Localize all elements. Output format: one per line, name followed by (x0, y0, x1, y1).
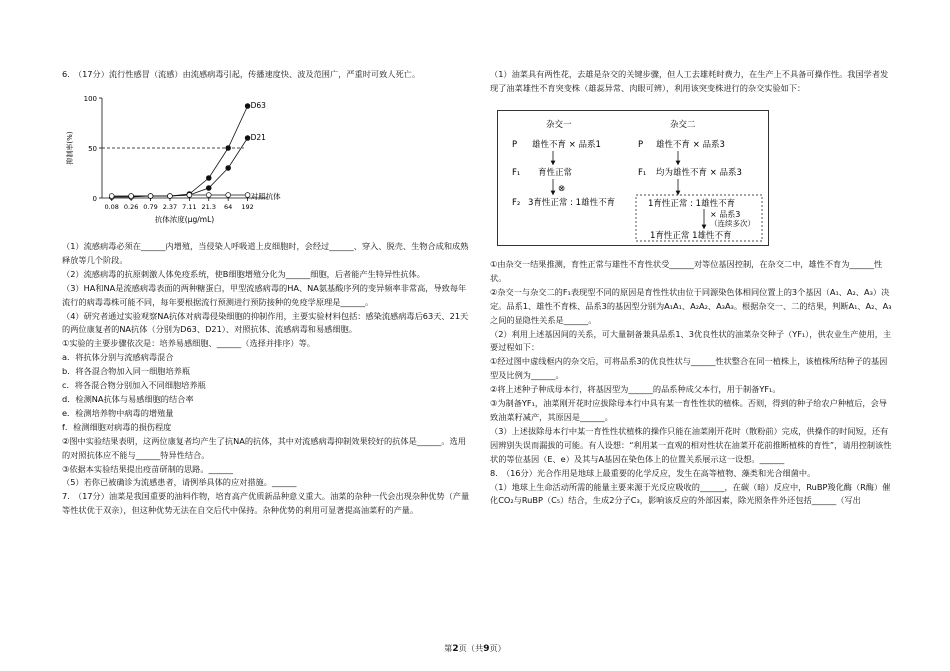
data-point (109, 194, 114, 199)
q7-title: 7. （17分）油菜是我国重要的油料作物，培育高产优质新品种意义重大。油菜的杂种一代会出现杂种优势（产量等性状优于双亲），但这种优势无法在自交后代中保持。杂种优势的利用可显著提高油菜籽的产量。 (62, 491, 470, 516)
data-point (148, 194, 153, 199)
series-label: D21 (250, 133, 266, 142)
series-label: 对照抗体 (250, 192, 281, 201)
data-point (206, 193, 211, 198)
option-a: a．将抗体分别与流感病毒混合 (62, 352, 174, 363)
cross-diagram (497, 110, 769, 246)
r4: （2）利用上述基因间的关系，可大量制备兼具品系1、3优良性状的油菜杂交种子（YF₁），供农业生产使用，主要过程如下： (490, 328, 892, 353)
x-tick-label: 0.79 (143, 203, 158, 211)
c2-f2b: × 品系3 (710, 210, 741, 219)
r1: （1）油菜具有两性花，去雄是杂交的关键步骤，但人工去雄耗时费力，在生产上不具备可操作性。我国学者发现了油菜雄性不育突变株（雄蕊异常、肉眼可辨），利用该突变株进行的杂交实验如下： (490, 69, 889, 93)
q6-p4-2: ②图中实验结果表明，这两位康复者均产生了抗NA的抗体，其中对流感病毒抑制效果较好的抗体是______。选用的对照抗体应不能与______特异性结合。 (62, 435, 466, 460)
self-symbol: ⊗ (558, 184, 566, 194)
y-axis-label: 抑制率(%) (66, 131, 74, 165)
footer-page: 2 (452, 644, 459, 654)
data-point (168, 194, 173, 199)
data-point (226, 166, 231, 171)
x-tick-label: 21.3 (201, 203, 217, 211)
inhibition-chart (62, 86, 292, 226)
option-b: b．将各混合物加入同一细胞培养瓶 (62, 366, 191, 377)
q6-p4-1: ①实验的主要步骤依次是：培养易感细胞、______（选择并排序）等。 (62, 338, 315, 349)
c1-p: 雄性不育 × 品系1 (532, 140, 601, 150)
x-tick-label: 2.37 (162, 203, 178, 211)
data-point (226, 146, 231, 151)
data-point (226, 193, 231, 198)
r5: ①经过图中虚线框内的杂交后，可将品系3的优良性状与______性状整合在同一植株上，该植株所结种子的基因型及比例为______。 (490, 356, 888, 381)
right-column-body (490, 258, 894, 508)
r10: （1）地球上生命活动所需的能量主要来源于光反应吸收的______，在碳（暗）反应中，RuBP羧化酶（R酶）催化CO₂与RuBP（C₅）结合，生成2分子C₃，影响该反应的外部因素，除光照条件外还包括______（写出 (490, 481, 891, 506)
x-tick-label: 0.26 (123, 203, 139, 211)
q6-p1: （1）流感病毒必须在______内增殖，当侵染人呼吸道上皮细胞时，会经过______、穿入、脱壳、生物合成和成熟释放等几个阶段。 (62, 241, 469, 265)
p-label-2: P (638, 140, 644, 150)
page-footer (0, 643, 950, 654)
c2-p: 雄性不育 × 品系3 (656, 140, 725, 150)
x-tick-label: 64 (224, 203, 233, 211)
q6-p4-3: ③依据本实验结果提出疫苗研制的思路。______ (62, 463, 234, 474)
option-e: e．检测培养物中病毒的增殖量 (62, 407, 174, 418)
option-d: d．检测NA抗体与易感细胞的结合率 (62, 393, 194, 404)
x-tick-label: 0.08 (104, 203, 119, 211)
cross2-label: 杂交二 (670, 120, 696, 130)
f1-label-1: F₁ (512, 168, 521, 178)
y-tick-label: 0 (92, 195, 97, 203)
footer-total: 9 (483, 644, 490, 654)
data-point (206, 186, 211, 191)
footer-pre: 第 (444, 643, 453, 653)
data-point (206, 176, 211, 181)
c2-f1: 均为雄性不育 × 品系3 (656, 168, 742, 178)
q6-p4: （4）研究者通过实验观察NA抗体对病毒侵染细胞的抑制作用，主要实验材料包括：感染流感病毒后63天、21天的两位康复者的NA抗体（分别为D63、D21）、对照抗体、流感病毒和易感细胞。 (62, 310, 469, 335)
option-f: f．检测细胞对病毒的损伤程度 (62, 421, 172, 432)
y-tick-label: 50 (88, 145, 97, 153)
r8: （3）上述拔除母本行中某一育性性状植株的操作只能在油菜刚开花时（散粉前）完成，供操作的时间短，还有因辨别失误而漏拔的可能。有人设想：“利用某一直观的相对性状在油菜开花前推断植株的育性”，请用控制该性状的等位基因（E、e）及其与A基因在染色体上的位置关系展示这一设想。______ (490, 425, 892, 464)
series-line-0 (112, 106, 248, 197)
data-point (187, 193, 192, 198)
footer-mid: 页（共 (458, 643, 484, 653)
x-tick-label: 7.11 (182, 203, 197, 211)
y-tick-label: 100 (83, 95, 97, 103)
r3: ②杂交一与杂交二的F₁表现型不同的原因是育性性状由位于同源染色体相同位置上的3个基因（A₁、A₂、A₃）决定。品系1、雄性不育株、品系3的基因型分别为A₁A₁、A₂A₂、A₃A₃。根据杂交一、二的结果，判断A₁、A₂、A₃之间的显隐性关系是______。 (490, 286, 892, 325)
c2-f2a: 1育性正常 : 1雄性不育 (648, 199, 736, 209)
x-tick-label: 192 (241, 203, 254, 211)
data-point (245, 136, 250, 141)
p-label-1: P (512, 140, 518, 150)
f2-label: F₂ (512, 198, 521, 208)
c1-f2: 3育性正常 : 1雄性不育 (528, 198, 616, 208)
right-column-top (490, 68, 894, 96)
r2: ①由杂交一结果推测，育性正常与雄性不育性状受______对等位基因控制，在杂交二中，雄性不育为______性状。 (490, 259, 883, 283)
left-column (62, 68, 474, 82)
q6-p2: （2）流感病毒的抗原刺激人体免疫系统，使B细胞增殖分化为______细胞，后者能产生特异性抗体。 (62, 268, 425, 279)
q6-p3: （3）HA和NA是流感病毒表面的两种糖蛋白，甲型流感病毒的HA、NA氨基酸序列的变异频率非常高，导致每年流行的病毒毒株可能不同，每年要根据流行预测进行预防接种的免疫学原理是______。 (62, 282, 467, 307)
c2-f2d: 1育性正常 1雄性不育 (650, 231, 732, 241)
r6: ②将上述种子种成母本行，将基因型为______的品系种成父本行，用于制备YF₁。 (490, 384, 781, 395)
f1-label-2: F₁ (638, 168, 647, 178)
option-c: c．将各混合物分别加入不同细胞培养瓶 (62, 380, 206, 391)
cross1-label: 杂交一 (546, 120, 572, 130)
c2-f2c: （连续多次） (710, 219, 755, 228)
data-point (245, 104, 250, 109)
c1-f1: 育性正常 (538, 168, 573, 178)
q6-p5: （5）若你已被确诊为流感患者，请例举具体的应对措施。______ (62, 477, 297, 488)
series-label: D63 (250, 101, 266, 110)
data-point (245, 193, 250, 198)
r7: ③为制备YF₁，油菜刚开花时应拔除母本行中具有某一育性性状的植株。否则，得到的种子给农户种植后，会导致油菜籽减产，其原因是______。 (490, 398, 887, 422)
left-column-body (62, 240, 474, 518)
data-point (129, 194, 134, 199)
q6-title: 6. （17分）流行性感冒（流感）由流感病毒引起，传播速度快、波及范围广，严重时可致人死亡。 (62, 69, 421, 79)
footer-post: 页） (489, 643, 506, 653)
x-axis-label: 抗体浓度(μg/mL) (154, 215, 215, 224)
r9: 8. （16分）光合作用是地球上最重要的化学反应，发生在高等植物、藻类和光合细菌中。 (490, 467, 816, 478)
